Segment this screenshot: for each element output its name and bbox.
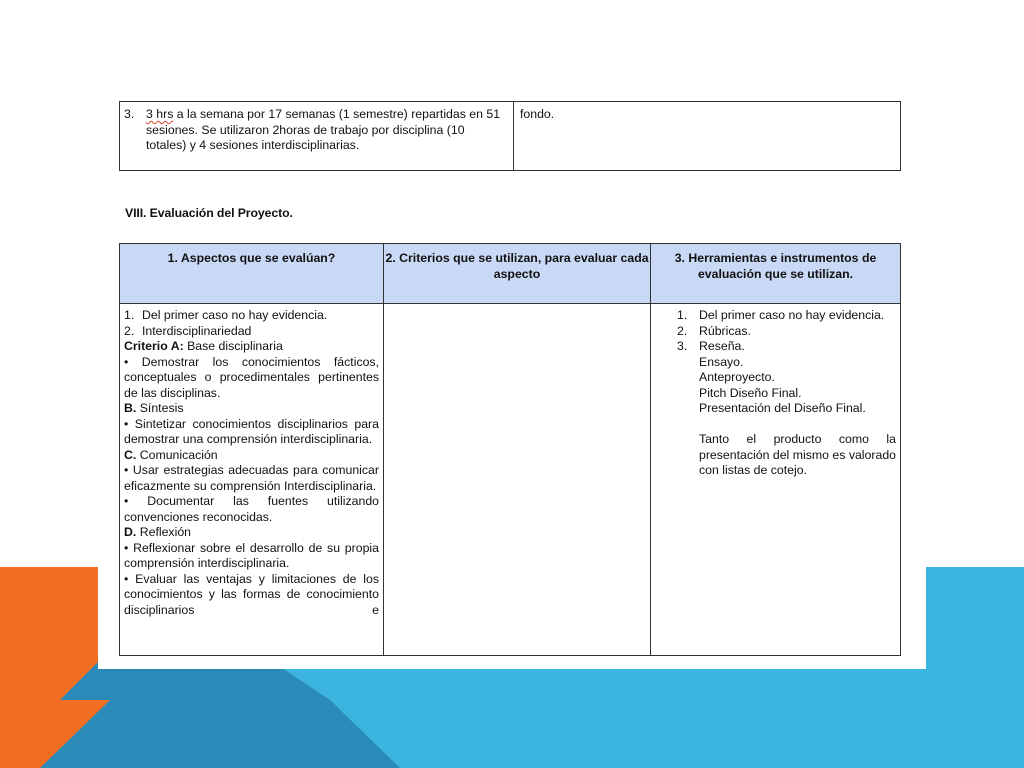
bullet-text: • Usar estrategias adecuadas para comunicar eficazmente su comprensión Interdisciplinaria. bbox=[124, 463, 379, 493]
list-text: Del primer caso no hay evidencia. bbox=[142, 308, 328, 322]
evaluation-table-header bbox=[120, 244, 900, 304]
bullet-text: • Evaluar las ventajas y limitaciones de los conocimientos y las formas de conocimiento disciplinarios e bbox=[124, 571, 379, 617]
top-table-right-cell: fondo. bbox=[520, 107, 555, 121]
criterio-label: D. bbox=[124, 525, 137, 539]
criterio-c bbox=[124, 448, 379, 464]
criterio-text: Reflexión bbox=[136, 525, 191, 539]
list-item bbox=[124, 308, 379, 324]
header-criterios: 2. Criterios que se utilizan, para evaluar cada aspecto bbox=[384, 244, 651, 303]
list-number: 2. bbox=[677, 323, 688, 338]
herramientas-paragraph: Tanto el producto como la presentación del mismo es valorado con listas de cotejo. bbox=[699, 432, 896, 477]
list-item bbox=[677, 324, 896, 340]
list-continuation: Pitch Diseño Final. bbox=[699, 385, 802, 400]
bullet-text: • Sintetizar conocimientos disciplinarios para demostrar una comprensión interdisciplinaria. bbox=[124, 416, 379, 446]
criterios-cell bbox=[384, 304, 651, 655]
list-text: Del primer caso no hay evidencia. bbox=[699, 308, 885, 322]
spacer bbox=[677, 417, 896, 433]
bullet-text: • Demostrar los conocimientos fácticos, conceptuales o procedimentales pertinentes de las disciplinas. bbox=[124, 354, 379, 400]
list-item bbox=[124, 324, 379, 340]
list-number: 1. bbox=[124, 308, 135, 322]
top-table-left-rest: a la semana por 17 semanas (1 semestre) repartidas en 51 sesiones. Se utilizaron 2horas de trabajo por disciplina (10 totales) y 4 sesiones interdisciplinarias. bbox=[146, 107, 501, 152]
top-table bbox=[119, 101, 901, 171]
criterio-label: B. bbox=[124, 401, 137, 415]
document-page bbox=[98, 0, 926, 669]
list-number: 1. bbox=[677, 308, 688, 322]
list-number: 2. bbox=[124, 323, 135, 338]
criterio-a bbox=[124, 339, 379, 355]
criterio-label: Criterio A: bbox=[124, 339, 184, 353]
top-table-left-text bbox=[146, 107, 507, 170]
criterio-d bbox=[124, 525, 379, 541]
header-herramientas: 3. Herramientas e instrumentos de evaluación que se utilizan. bbox=[674, 251, 877, 281]
bullet-text: • Reflexionar sobre el desarrollo de su propia comprensión interdisciplinaria. bbox=[124, 540, 379, 570]
herramientas-cell bbox=[651, 304, 900, 655]
list-text: Reseña. bbox=[699, 339, 745, 353]
list-continuation: Ensayo. bbox=[699, 354, 744, 369]
list-text: Rúbricas. bbox=[699, 323, 751, 338]
aspectos-cell bbox=[120, 304, 384, 655]
list-continuation: Presentación del Diseño Final. bbox=[699, 401, 866, 415]
criterio-label: C. bbox=[124, 447, 137, 462]
list-number: 3. bbox=[124, 107, 135, 121]
spellcheck-word: 3 hrs bbox=[146, 107, 174, 121]
list-number: 3. bbox=[677, 339, 688, 353]
bullet-text: • Documentar las fuentes utilizando convenciones reconocidas. bbox=[124, 494, 379, 524]
list-continuation: Anteproyecto. bbox=[699, 370, 775, 384]
list-item bbox=[677, 339, 896, 355]
list-item bbox=[677, 308, 896, 324]
evaluation-table-body bbox=[120, 304, 900, 655]
criterio-text: Comunicación bbox=[136, 447, 218, 462]
header-aspectos: 1. Aspectos que se evalúan? bbox=[120, 244, 384, 303]
list-text: Interdisciplinariedad bbox=[142, 323, 252, 338]
criterio-text: Síntesis bbox=[136, 401, 184, 415]
section-title: VIII. Evaluación del Proyecto. bbox=[125, 206, 293, 220]
criterio-b bbox=[124, 401, 379, 417]
top-table-left-cell bbox=[120, 102, 514, 170]
criterio-text: Base disciplinaria bbox=[183, 339, 283, 353]
evaluation-table bbox=[119, 243, 901, 656]
